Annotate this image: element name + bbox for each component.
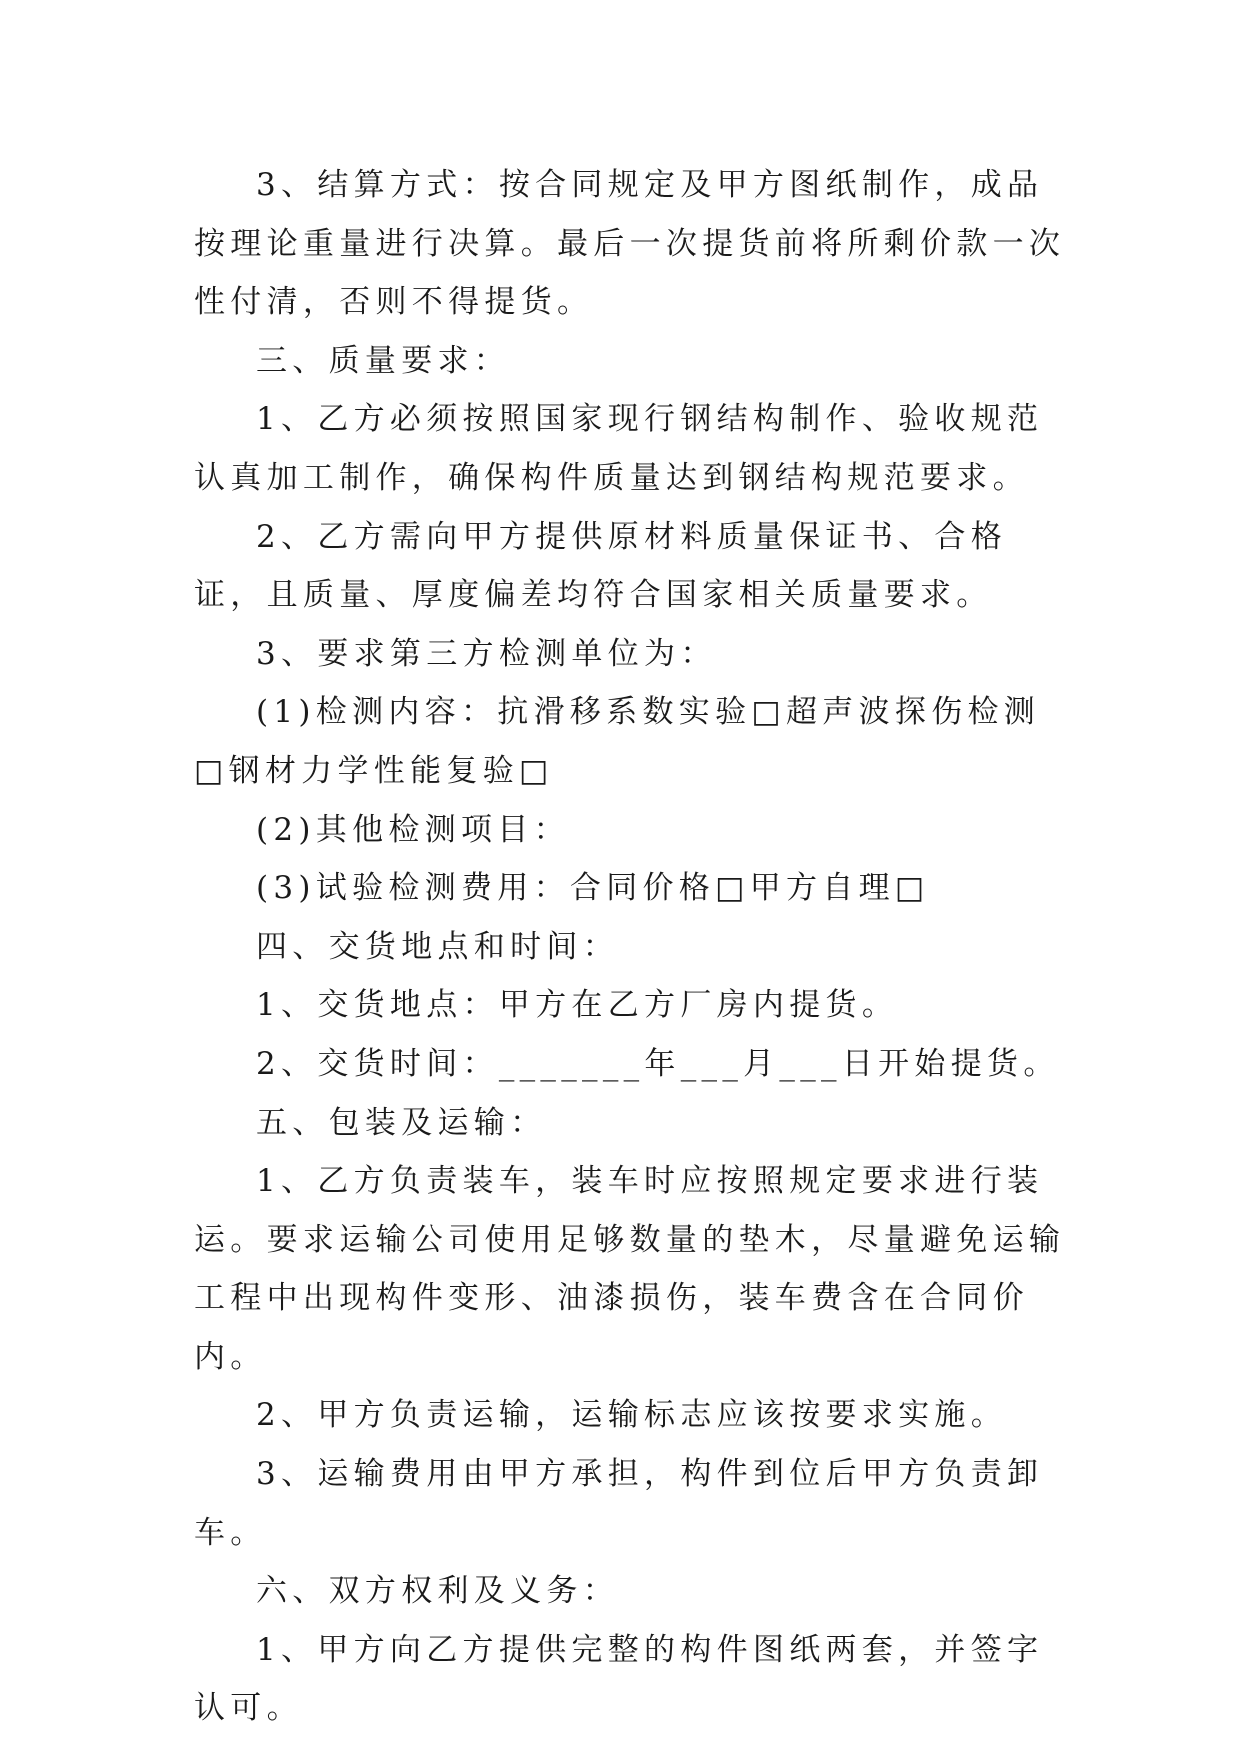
paragraph-delivery-time: 2、交货时间：_______年___月___日开始提货。 xyxy=(256,1045,1060,1082)
heading-packaging-transport: 五、包装及运输： xyxy=(256,1104,547,1141)
paragraph-quality-2: 2、乙方需向甲方提供原材料质量保证书、合格证，且质量、厚度偏差均符合国家相关质量要求。 xyxy=(194,518,1008,614)
paragraph-rights-1: 1、甲方向乙方提供完整的构件图纸两套，并签字认可。 xyxy=(194,1631,1044,1727)
paragraph-quality-3: 3、要求第三方检测单位为： xyxy=(256,635,717,672)
paragraph-transport-3: 3、运输费用由甲方承担，构件到位后甲方负责卸车。 xyxy=(194,1456,1044,1551)
document-body xyxy=(194,156,1074,1738)
heading-delivery: 四、交货地点和时间： xyxy=(256,928,619,965)
paragraph-delivery-place: 1、交货地点：甲方在乙方厂房内提货。 xyxy=(256,987,899,1024)
paragraph-inspection-content: (1)检测内容：抗滑移系数实验□超声波探伤检测□钢材力学性能复验□ xyxy=(194,694,1041,789)
heading-rights-obligations: 六、双方权利及义务： xyxy=(256,1573,619,1610)
paragraph-transport-2: 2、甲方负责运输，运输标志应该按要求实施。 xyxy=(256,1397,1008,1434)
paragraph-other-inspection: (2)其他检测项目： xyxy=(256,811,570,848)
paragraph-inspection-fee: (3)试验检测费用：合同价格□甲方自理□ xyxy=(256,870,930,907)
paragraph-quality-1: 1、乙方必须按照国家现行钢结构制作、验收规范认真加工制作，确保构件质量达到钢结构规范要求。 xyxy=(194,401,1044,496)
paragraph-settlement-method: 3、结算方式：按合同规定及甲方图纸制作，成品按理论重量进行决算。最后一次提货前将所剩价款一次性付清，否则不得提货。 xyxy=(194,167,1066,321)
heading-quality-requirements: 三、质量要求： xyxy=(256,342,511,379)
paragraph-transport-1: 1、乙方负责装车，装车时应按照规定要求进行装运。要求运输公司使用足够数量的垫木，尽量避免运输工程中出现构件变形、油漆损伤，装车费含在合同价内。 xyxy=(194,1163,1066,1375)
